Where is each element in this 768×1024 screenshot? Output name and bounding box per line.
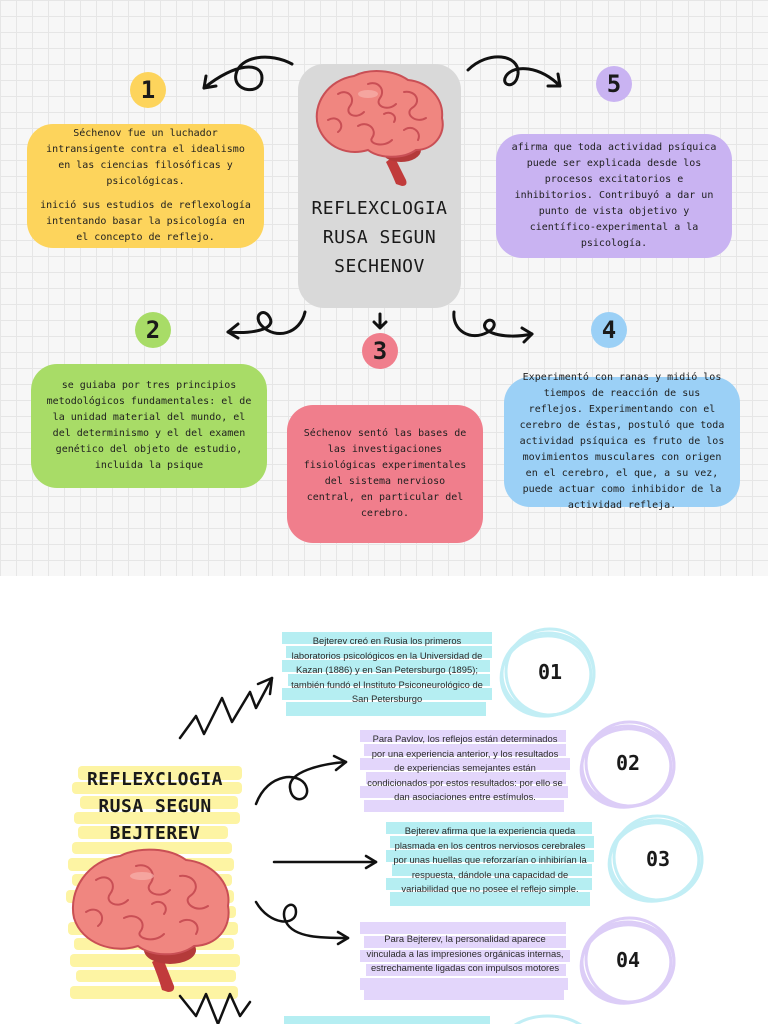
node-3-card: [287, 405, 483, 543]
arrow-to-2: [228, 312, 305, 334]
arrow-curve-02: [256, 762, 346, 804]
node-5-card: [496, 134, 732, 258]
center-topic-title: REFLEXCLOGIA RUSA SEGUN SECHENOV: [311, 198, 448, 277]
node-1-text-b: inició sus estudios de reflexología intentando basar la psicología en el concepto de reflejo.: [40, 200, 251, 243]
item-04-text: Para Bejterev, la personalidad aparece vinculada a las impresiones orgánicas internas, estrechamente ligadas con impulsos motores: [366, 933, 564, 974]
node-5-text: afirma que toda actividad psíquica puede ser explicada desde los procesos excitatorios e inhibitorios. Contribuyó a dar un punto de vista objetivo y científico-experimental a la psicología.: [511, 142, 717, 249]
item-01-text: Bejterev creó en Rusia los primeros laboratorios psicológicos en la Universidad de Kazan (1886) y en San Petersburgo (1895); también fundó el Instituto Psiconeurológico de San Petersburgo: [291, 635, 483, 705]
arrow-curve-04: [256, 902, 348, 938]
node-4-card: [504, 372, 740, 511]
bejterev-title: REFLEXCLOGIA RUSA SEGUN BEJTEREV: [86, 769, 224, 844]
node-1-text-a: Séchenov fue un luchador intransigente contra el idealismo en las ciencias filosóficas y psicológicas.: [46, 128, 245, 187]
node-1-card: [27, 124, 264, 248]
item-04-card: [360, 922, 570, 1002]
node-4-text: Experimentó con ranas y midió los tiempos de reacción de sus reflejos. Experimentando con el cerebro de éstas, postuló que toda actividad psíquica es fruto de los movimientos musculares con origen en el cerebro, el que, a su vez, puede actuar como inhibidor de la actividad refleja.: [519, 372, 725, 511]
item-02-text: Para Pavlov, los reflejos están determinados por una experiencia anterior, y los resultados de experiencias semejantes están condicionados por estos resultados: por ello se dan asociaciones entre estímulos.: [367, 733, 563, 803]
item-03-number: 03: [645, 847, 671, 871]
node-2-number: 2: [135, 312, 171, 348]
node-4-number: 4: [591, 312, 627, 348]
item-03-text: Bejterev afirma que la experiencia queda plasmada en los centros nerviosos cerebrales por unas huellas que reforzarían o inhibirían la respuesta, dándole una capacidad de variabilidad que no posee el reflejo simple.: [393, 825, 587, 895]
item-04-number: 04: [615, 948, 641, 972]
arrow-to-4: [454, 312, 532, 336]
arrow-zigzag-01: [180, 678, 272, 738]
item-01-number: 01: [537, 660, 563, 684]
ring-05-partial: [502, 1016, 594, 1024]
bejterev-panel: [0, 576, 768, 1024]
node-1-number: 1: [130, 72, 166, 108]
node-3-text: Séchenov sentó las bases de las investigaciones fisiológicas experimentales del sistema nervioso central, en particular del cerebro.: [303, 428, 467, 519]
brain-illustration: [298, 64, 461, 194]
node-5-number: 5: [596, 66, 632, 102]
brain-illustration-bottom: [62, 846, 242, 996]
node-2-text: se guiaba por tres principios metodológicos fundamentales: el de la unidad material del mundo, el del determinismo y el del examen genético del objeto de estudio, incluida la psique: [46, 380, 252, 471]
item-02-number: 02: [615, 751, 641, 775]
node-3-number: 3: [362, 333, 398, 369]
item-03-card: [386, 822, 594, 908]
item-01-card: [282, 632, 492, 718]
node-2-card: [31, 364, 267, 488]
item-02-card: [360, 730, 570, 814]
arrow-to-1: [204, 57, 292, 90]
arrow-to-5: [468, 57, 560, 86]
item-05-partial-strip: [284, 1016, 494, 1024]
